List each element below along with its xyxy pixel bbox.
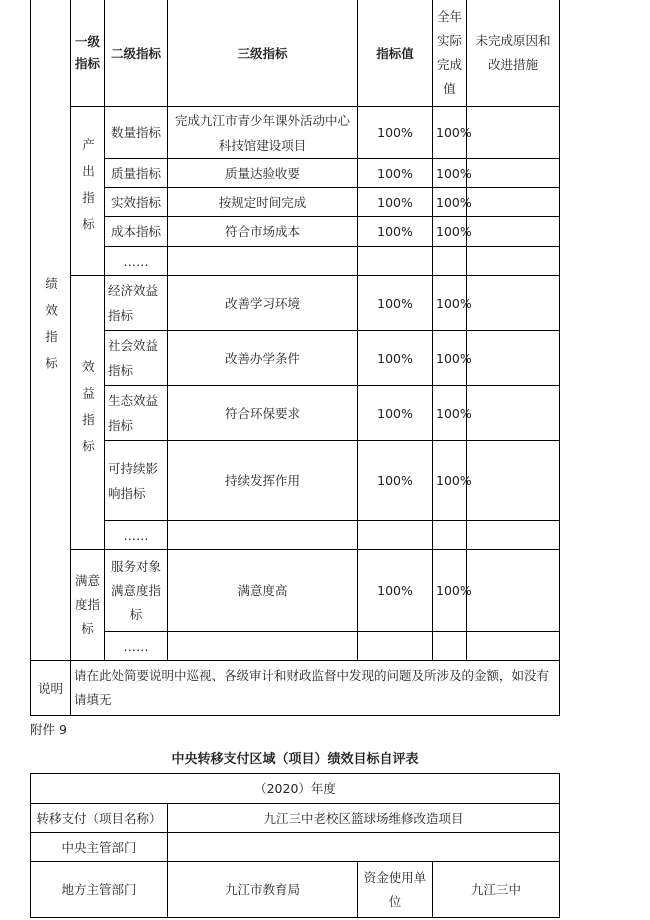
reason-cell: [467, 188, 560, 217]
central-dept-row: [31, 833, 560, 862]
table-row: [31, 159, 560, 188]
table-row: [31, 276, 560, 331]
header-level3: 三级指标: [168, 0, 358, 107]
local-dept-row: [31, 862, 560, 918]
l3-cell: [168, 632, 358, 661]
l2-cell: 质量指标: [105, 159, 168, 188]
local-dept-label: 地方主管部门: [31, 862, 168, 918]
table-row: [31, 107, 560, 159]
project-label: 转移支付（项目名称）: [31, 804, 168, 833]
self-evaluation-form-table: [30, 773, 560, 918]
l3-cell: 符合市场成本: [168, 217, 358, 247]
l3-cell: 符合环保要求: [168, 386, 358, 441]
reason-cell: [467, 107, 560, 159]
value-cell: 100%: [358, 188, 433, 217]
explain-row: [31, 661, 560, 716]
l2-cell: 服务对象满意度指标: [105, 550, 168, 632]
reason-cell: [467, 386, 560, 441]
value-cell: 100%: [358, 386, 433, 441]
value-cell: 100%: [358, 331, 433, 386]
actual-cell: 100%: [433, 188, 467, 217]
l2-cell: 实效指标: [105, 188, 168, 217]
actual-cell: 100%: [433, 550, 467, 632]
table-row: [31, 247, 560, 276]
fund-unit-value: 九江三中: [433, 862, 560, 918]
l3-cell: 满意度高: [168, 550, 358, 632]
reason-cell: [467, 632, 560, 661]
output-group-label: 产出指标: [71, 107, 105, 276]
header-level1: 一级指标: [71, 0, 105, 107]
performance-indicator-label: 绩效指标: [43, 277, 59, 383]
reason-cell: [467, 331, 560, 386]
actual-cell: [433, 247, 467, 276]
table-row: [31, 521, 560, 550]
header-reason: 未完成原因和改进措施: [467, 0, 560, 107]
local-dept-value: 九江市教育局: [168, 862, 358, 918]
l2-cell: 数量指标: [105, 107, 168, 159]
reason-cell: [467, 159, 560, 188]
central-dept-value: [168, 833, 560, 862]
table-row: [31, 550, 560, 632]
performance-indicator-table: [30, 0, 560, 716]
fund-unit-label: 资金使用单位: [358, 862, 433, 918]
header-actual: 全年实际完成值: [433, 0, 467, 107]
table-row: [31, 188, 560, 217]
l3-cell: 改善学习环境: [168, 276, 358, 331]
reason-cell: [467, 247, 560, 276]
value-cell: 100%: [358, 217, 433, 247]
explain-label: 说明: [31, 661, 71, 716]
value-cell: 100%: [358, 107, 433, 159]
table-row: [31, 441, 560, 521]
actual-cell: [433, 521, 467, 550]
reason-cell: [467, 521, 560, 550]
l2-cell: 可持续影响指标: [105, 441, 168, 521]
reason-cell: [467, 550, 560, 632]
reason-cell: [467, 441, 560, 521]
table-row: [31, 386, 560, 441]
project-value: 九江三中老校区篮球场维修改造项目: [168, 804, 560, 833]
blank-corner-cell: [31, 0, 71, 661]
l2-cell: 成本指标: [105, 217, 168, 247]
table-row: [31, 632, 560, 661]
value-cell: 100%: [358, 276, 433, 331]
value-cell: 100%: [358, 159, 433, 188]
l2-cell: 经济效益指标: [105, 276, 168, 331]
l2-cell: ……: [105, 521, 168, 550]
central-dept-label: 中央主管部门: [31, 833, 168, 862]
value-cell: [358, 521, 433, 550]
value-cell: 100%: [358, 441, 433, 521]
header-level2: 二级指标: [105, 0, 168, 107]
l2-cell: 社会效益指标: [105, 331, 168, 386]
actual-cell: [433, 632, 467, 661]
l3-cell: [168, 247, 358, 276]
year-row: [31, 774, 560, 804]
reason-cell: [467, 217, 560, 247]
satisfaction-group-label: 满意度指标: [71, 550, 105, 661]
benefit-group-label: 效益指标: [71, 276, 105, 550]
actual-cell: 100%: [433, 107, 467, 159]
actual-cell: 100%: [433, 159, 467, 188]
actual-cell: 100%: [433, 441, 467, 521]
actual-cell: 100%: [433, 386, 467, 441]
reason-cell: [467, 276, 560, 331]
actual-cell: 100%: [433, 331, 467, 386]
header-row: [31, 0, 560, 107]
l3-cell: 持续发挥作用: [168, 441, 358, 521]
l3-cell: 按规定时间完成: [168, 188, 358, 217]
attachment-label: 附件 9: [30, 722, 67, 737]
year-cell: （2020）年度: [31, 774, 560, 804]
value-cell: 100%: [358, 550, 433, 632]
table-row: [31, 217, 560, 247]
l3-cell: 完成九江市青少年课外活动中心科技馆建设项目: [168, 107, 358, 159]
actual-cell: 100%: [433, 217, 467, 247]
value-cell: [358, 247, 433, 276]
explain-text: 请在此处简要说明中巡视、各级审计和财政监督中发现的问题及所涉及的金额，如没有请填无: [71, 661, 560, 716]
l2-cell: ……: [105, 632, 168, 661]
project-row: [31, 804, 560, 833]
value-cell: [358, 632, 433, 661]
l3-cell: [168, 521, 358, 550]
actual-cell: 100%: [433, 276, 467, 331]
form-title: 中央转移支付区域（项目）绩效目标自评表: [171, 752, 419, 767]
table-row: [31, 331, 560, 386]
l2-cell: ……: [105, 247, 168, 276]
l2-cell: 生态效益指标: [105, 386, 168, 441]
l3-cell: 质量达验收要: [168, 159, 358, 188]
header-value: 指标值: [358, 0, 433, 107]
l3-cell: 改善办学条件: [168, 331, 358, 386]
